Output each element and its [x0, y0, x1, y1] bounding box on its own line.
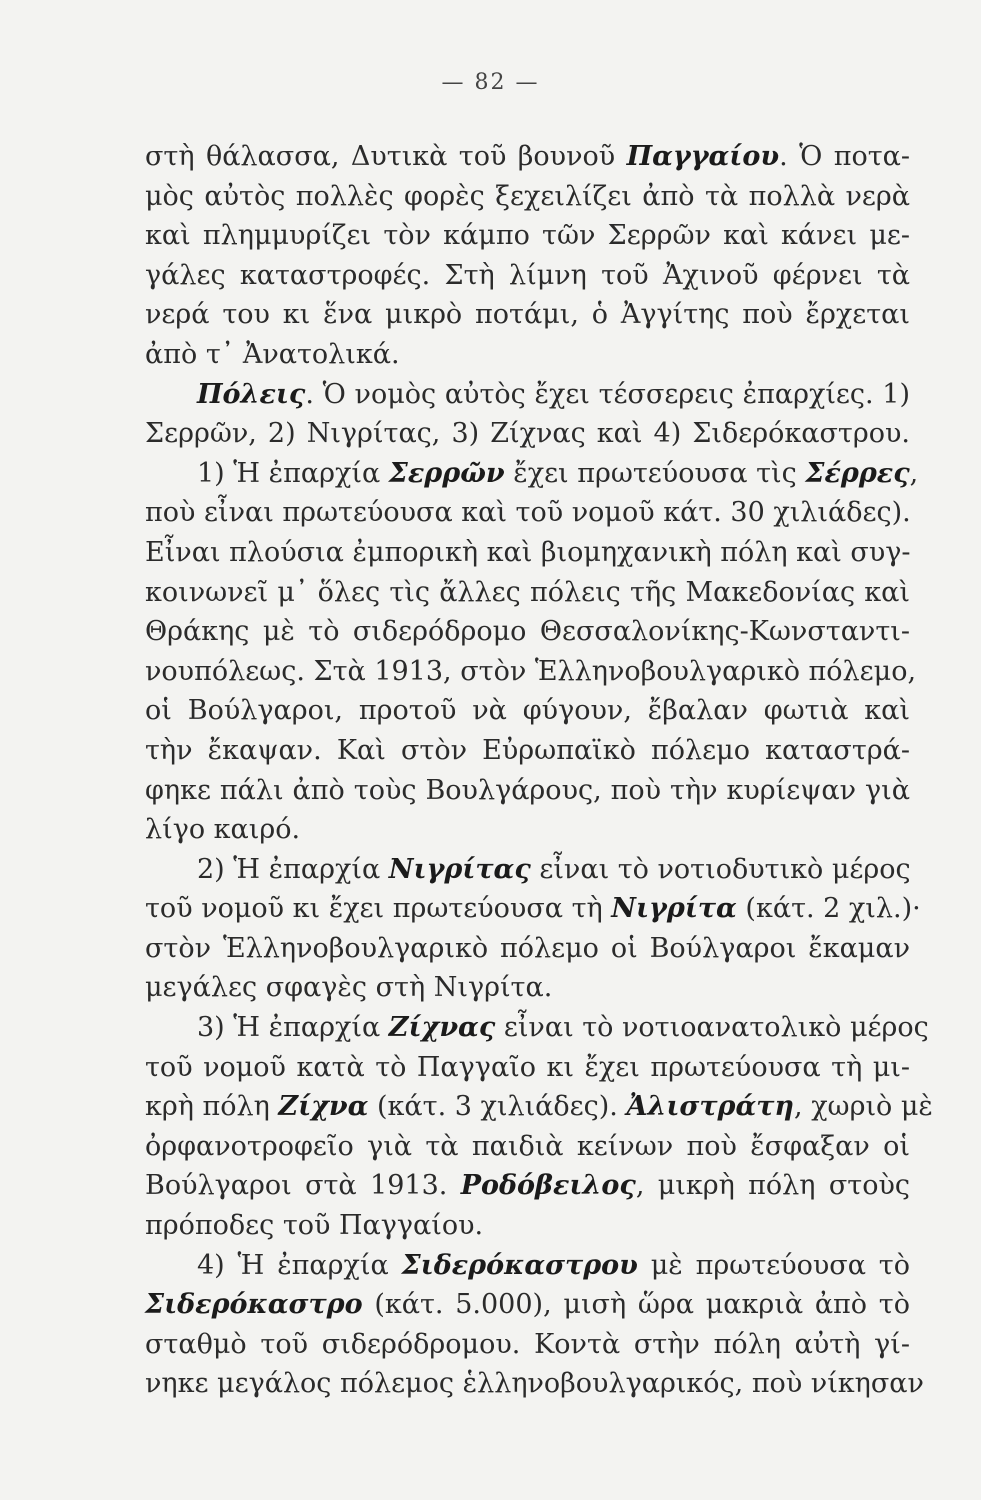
text-line	[145, 1246, 910, 1286]
emphasis-text: Σιδερόκαστρο	[145, 1289, 363, 1321]
text-segment: πρόποδες τοῦ Παγγαίου.	[145, 1210, 484, 1242]
text-line	[145, 533, 910, 573]
text-segment: ἀπὸ τ᾿ Ἀνατολικά.	[145, 338, 400, 370]
text-segment: (κάτ. 5.000), μισὴ ὥρα μακριὰ ἀπὸ τὸ	[362, 1289, 910, 1321]
text-line	[145, 850, 910, 890]
text-segment: στὴ θάλασσα, Δυτικὰ τοῦ βουνοῦ	[145, 141, 627, 172]
page-number: — 82 —	[441, 70, 540, 95]
text-segment: φηκε πάλι ἀπὸ τοὺς Βουλγάρους, ποὺ τὴν κυρίεψαν γιὰ	[145, 774, 910, 806]
text-segment: κρὴ πόλη	[145, 1091, 279, 1123]
text-line	[145, 1206, 910, 1246]
text-segment: γάλες καταστροφές. Στὴ λίμνη τοῦ Ἀχινοῦ φέρνει τὰ	[145, 259, 910, 291]
text-segment: 1) Ἡ ἐπαρχία	[197, 457, 389, 489]
text-segment: σταθμὸ τοῦ σιδερόδρομου. Κοντὰ στὴν πόλη αὐτὴ γί-	[145, 1328, 910, 1360]
text-segment: οἱ Βούλγαροι, προτοῦ νὰ φύγουν, ἔβαλαν φωτιὰ καὶ	[145, 695, 910, 727]
text-segment: 4) Ἡ ἐπαρχία	[197, 1249, 402, 1281]
emphasis-text: Ζίχνα	[278, 1091, 369, 1123]
text-segment: τοῦ νομοῦ κι ἔχει πρωτεύουσα τὴ	[145, 893, 612, 925]
text-line	[145, 929, 910, 969]
text-line	[145, 771, 910, 811]
text-segment: (κάτ. 2 χιλ.)·	[736, 893, 921, 925]
text-segment: Εἶναι πλούσια ἐμπορικὴ καὶ βιομηχανικὴ πόλη καὶ συγ-	[145, 536, 911, 568]
text-line	[145, 691, 910, 731]
text-line	[145, 375, 910, 415]
text-segment: μὲ πρωτεύουσα τὸ	[637, 1249, 910, 1281]
text-segment: νηκε μεγάλος πόλεμος ἑλληνοβουλγαρικός, ποὺ νίκησαν	[145, 1368, 924, 1400]
emphasis-text: Ροδόβειλος	[460, 1170, 636, 1202]
text-line	[145, 810, 910, 850]
text-segment: ὀρφανοτροφεῖο γιὰ τὰ παιδιὰ κείνων ποὺ ἔσφαξαν οἱ	[145, 1130, 910, 1162]
text-segment: στὸν Ἑλληνοβουλγαρικὸ πόλεμο οἱ Βούλγαροι ἔκαμαν	[145, 932, 910, 964]
text-segment: 3) Ἡ ἐπαρχία	[197, 1012, 389, 1044]
text-segment: ἔχει πρωτεύουσα τὶς	[504, 457, 806, 489]
text-line	[145, 414, 910, 454]
text-line	[145, 731, 910, 771]
emphasis-text: Νιγρίτας	[388, 853, 531, 885]
text-segment: Θράκης μὲ τὸ σιδερόδρομο Θεσσαλονίκης-Κωνσταντι-	[145, 616, 910, 648]
text-line	[145, 1127, 910, 1167]
text-segment: . Ὁ νομὸς αὐτὸς ἔχει τέσσερεις ἐπαρχίες. 1)	[305, 378, 910, 410]
text-line	[145, 1325, 910, 1365]
text-segment: , μικρὴ πόλη στοὺς	[635, 1170, 910, 1202]
text-segment: μεγάλες σφαγὲς στὴ Νιγρίτα.	[145, 972, 553, 1004]
emphasis-text: Ζίχνας	[388, 1012, 496, 1044]
text-line	[145, 1048, 910, 1088]
text-line	[145, 573, 910, 613]
text-line	[145, 137, 910, 177]
text-segment: καὶ πλημμυρίζει τὸν κάμπο τῶν Σερρῶν καὶ κάνει με-	[145, 220, 910, 252]
text-line	[145, 493, 910, 533]
text-segment: Σερρῶν, 2) Νιγρίτας, 3) Ζίχνας καὶ 4) Σιδερόκαστρου.	[145, 418, 910, 450]
text-line	[145, 1166, 910, 1206]
text-line	[145, 295, 910, 335]
emphasis-text: Πόλεις	[197, 378, 306, 410]
text-segment: Βούλγαροι στὰ 1913.	[145, 1170, 461, 1202]
text-line	[145, 216, 910, 256]
text-segment: τὴν ἔκαψαν. Καὶ στὸν Εὐρωπαϊκὸ πόλεμο καταστρά-	[145, 734, 910, 766]
text-line	[145, 1008, 929, 1048]
text-line	[145, 256, 910, 296]
text-line	[145, 177, 910, 217]
text-line	[145, 1285, 910, 1325]
emphasis-text: Ἀλιστράτη	[626, 1091, 795, 1123]
emphasis-text: Νιγρίτα	[611, 893, 737, 925]
text-segment: τοῦ νομοῦ κατὰ τὸ Παγγαῖο κι ἔχει πρωτεύουσα τὴ μι-	[145, 1051, 910, 1083]
text-line	[145, 1087, 933, 1127]
text-segment: . Ὁ ποτα-	[779, 141, 910, 172]
text-segment: νουπόλεως. Στὰ 1913, στὸν Ἑλληνοβουλγαρικὸ πόλεμο,	[145, 655, 917, 687]
text-segment: 2) Ἡ ἐπαρχία	[197, 853, 389, 885]
text-line	[145, 652, 917, 692]
text-segment: εἶναι τὸ νοτιοανατολικὸ μέρος	[495, 1012, 929, 1044]
text-segment: (κάτ. 3 χιλιάδες).	[368, 1091, 627, 1123]
emphasis-text: Σιδερόκαστρου	[401, 1249, 638, 1281]
emphasis-text: Παγγαίου	[626, 141, 780, 172]
text-segment: κοινωνεῖ μ᾿ ὅλες τὶς ἄλλες πόλεις τῆς Μακεδονίας καὶ	[145, 576, 910, 608]
text-segment: λίγο καιρό.	[145, 814, 301, 846]
text-segment: μὸς αὐτὸς πολλὲς φορὲς ξεχειλίζει ἀπὸ τὰ πολλὰ νερὰ	[145, 180, 910, 212]
emphasis-text: Σέρρες	[805, 457, 910, 489]
text-segment: ,	[909, 457, 919, 489]
text-line	[145, 335, 910, 375]
text-segment: , χωριὸ μὲ	[794, 1091, 933, 1123]
text-segment: ποὺ εἶναι πρωτεύουσα καὶ τοῦ νομοῦ κάτ. 30 χιλιάδες).	[145, 497, 911, 529]
text-segment: εἶναι τὸ νοτιοδυτικὸ μέρος	[530, 853, 911, 885]
text-segment: νερά του κι ἕνα μικρὸ ποτάμι, ὁ Ἀγγίτης ποὺ ἔρχεται	[145, 299, 910, 331]
text-line	[145, 968, 910, 1008]
text-line	[145, 612, 910, 652]
text-line	[145, 1364, 924, 1404]
body-text	[145, 137, 933, 1404]
emphasis-text: Σερρῶν	[388, 457, 505, 489]
text-line	[145, 889, 921, 929]
text-line	[145, 454, 919, 494]
